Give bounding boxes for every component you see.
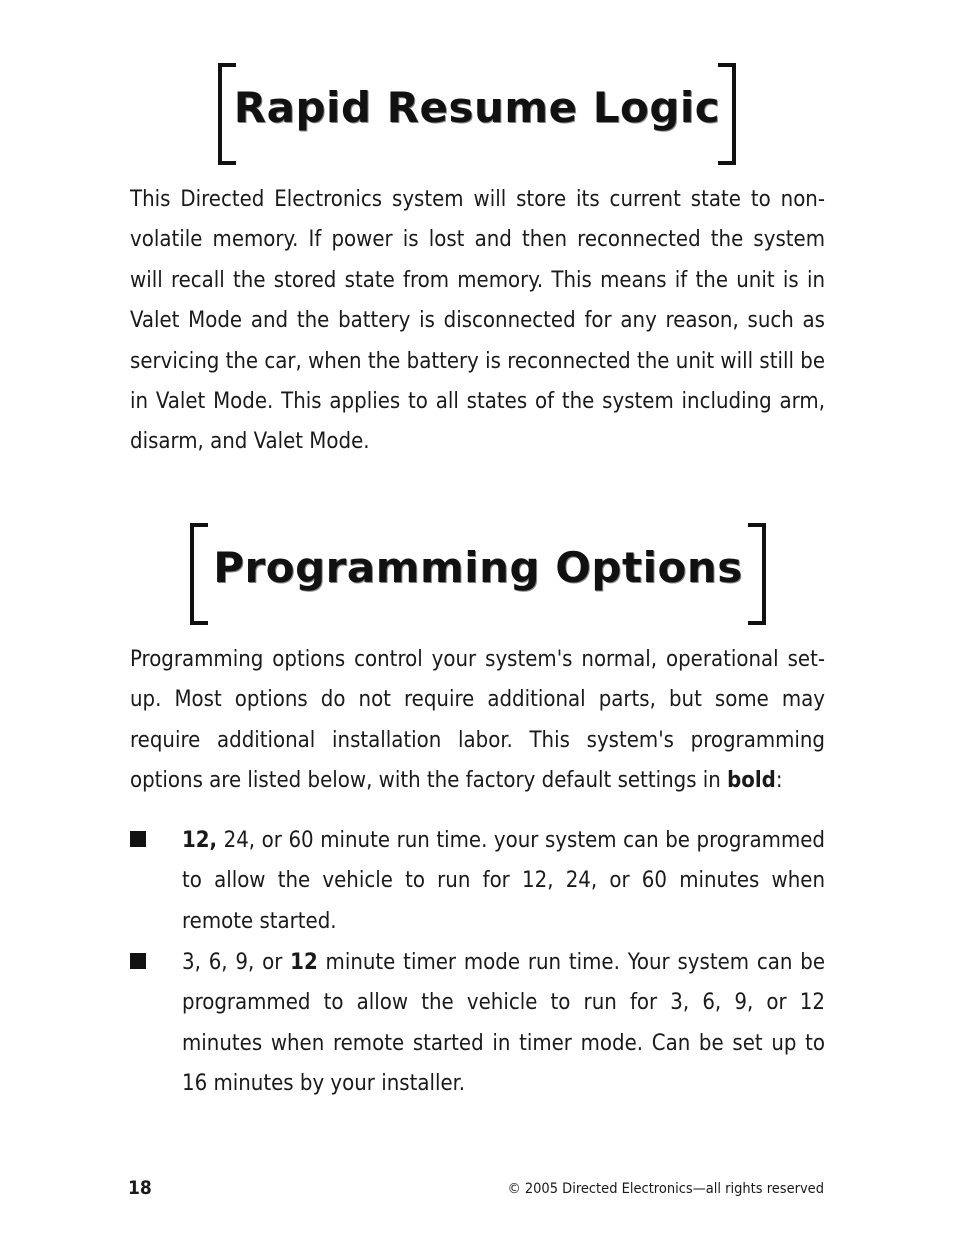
square-bullet-icon: [130, 953, 146, 969]
bullet-body: 24, or 60 minute run time. your system can be programmed to allow the vehicle to run for 12, 24, or 60 minutes when remote started.: [182, 828, 825, 934]
section-heading-programming-options: [190, 523, 766, 623]
default-value: 12: [290, 950, 318, 975]
square-bullet-icon: [130, 831, 146, 847]
page-number: 18: [128, 1177, 152, 1199]
section-heading-rapid-resume-logic: [218, 63, 736, 163]
bullet-prefix: 3, 6, 9, or: [182, 950, 291, 975]
paragraph-colon: :: [775, 768, 783, 794]
heading-title: Rapid Resume Logic: [233, 83, 721, 132]
right-bracket-decoration: [718, 63, 736, 165]
default-value: 12,: [182, 828, 218, 853]
paragraph-text: Programming options control your system's normal, operational set-up. Most options do not require additional parts, but some may require additional installation labor. This system's programming options are listed below, with the factory default settings in: [130, 647, 825, 794]
bullet-text: [182, 821, 825, 942]
bold-word: bold: [727, 768, 776, 794]
right-bracket-decoration: [748, 523, 766, 625]
heading-title: Programming Options: [213, 543, 743, 592]
copyright-notice: © 2005 Directed Electronics—all rights reserved: [507, 1181, 824, 1197]
rapid-resume-paragraph: This Directed Electronics system will store its current state to non-volatile memory. If power is lost and then reconnected the system will recall the stored state from memory. This means if the unit is in Valet Mode and the battery is disconnected for any reason, such as servicing the car, when the battery is reconnected the unit will still be in Valet Mode. This applies to all states of the system including arm, disarm, and Valet Mode.: [130, 187, 825, 455]
programming-options-paragraph: [130, 640, 825, 802]
bullet-text: [182, 943, 825, 1105]
bullet-body: minute timer mode run time. Your system can be programmed to allow the vehicle to run for 3, 6, 9, or 12 minutes when remote started in timer mode. Can be set up to 16 minutes by your installer.: [182, 950, 825, 1097]
